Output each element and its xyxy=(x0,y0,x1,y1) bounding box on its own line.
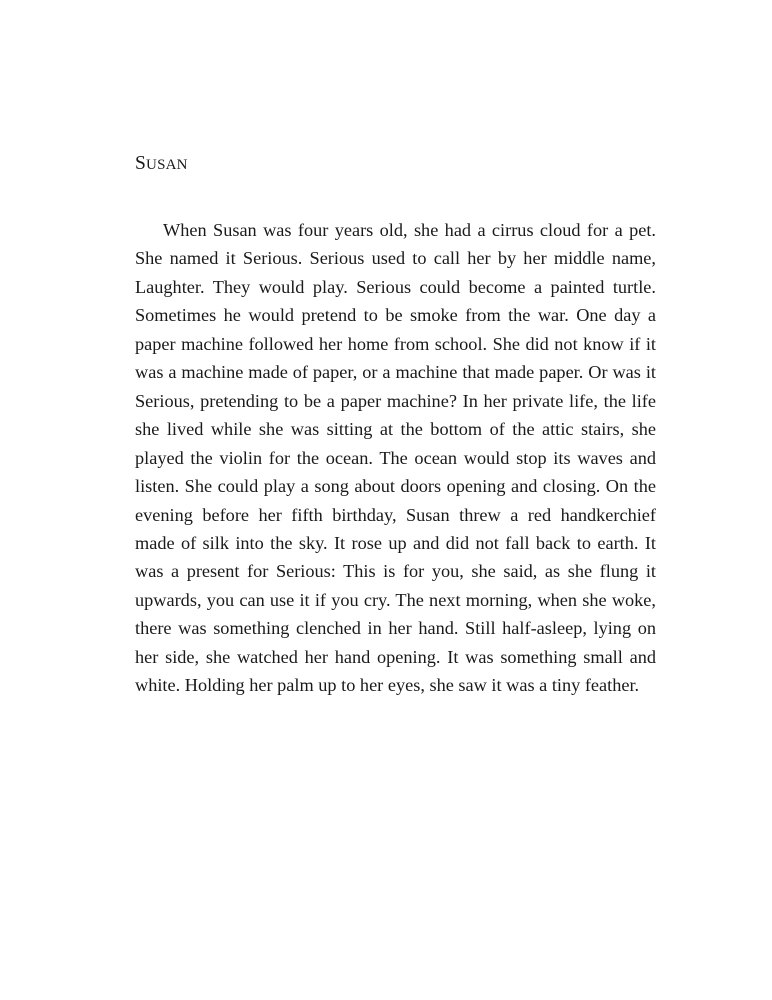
title-small-caps: USAN xyxy=(146,157,188,173)
page-title xyxy=(135,150,188,179)
title-initial: S xyxy=(135,153,147,174)
story-paragraph: When Susan was four years old, she had a cirrus cloud for a pet. She named it Serious. Serious used to call her by her middle name, Laughter. They would play. Serious could become a painted turtle. Sometimes he would pretend to be smoke from the war. One day a paper machine followed her home from school. She did not know if it was a machine made of paper, or a machine that made paper. Or was it Serious, pretending to be a paper machine? In her private life, the life she lived while she was sitting at the bottom of the attic stairs, she played the violin for the ocean. The ocean would stop its waves and listen. She could play a song about doors opening and closing. On the evening before her fifth birthday, Susan threw a red handkerchief made of silk into the sky. It rose up and did not fall back to earth. It was a present for Serious: This is for you, she said, as she flung it upwards, you can use it if you cry. The next morning, when she woke, there was something clenched in her hand. Still half-asleep, lying on her side, she watched her hand opening. It was something small and white. Holding her palm up to her eyes, she saw it was a tiny feather. xyxy=(135,220,656,696)
